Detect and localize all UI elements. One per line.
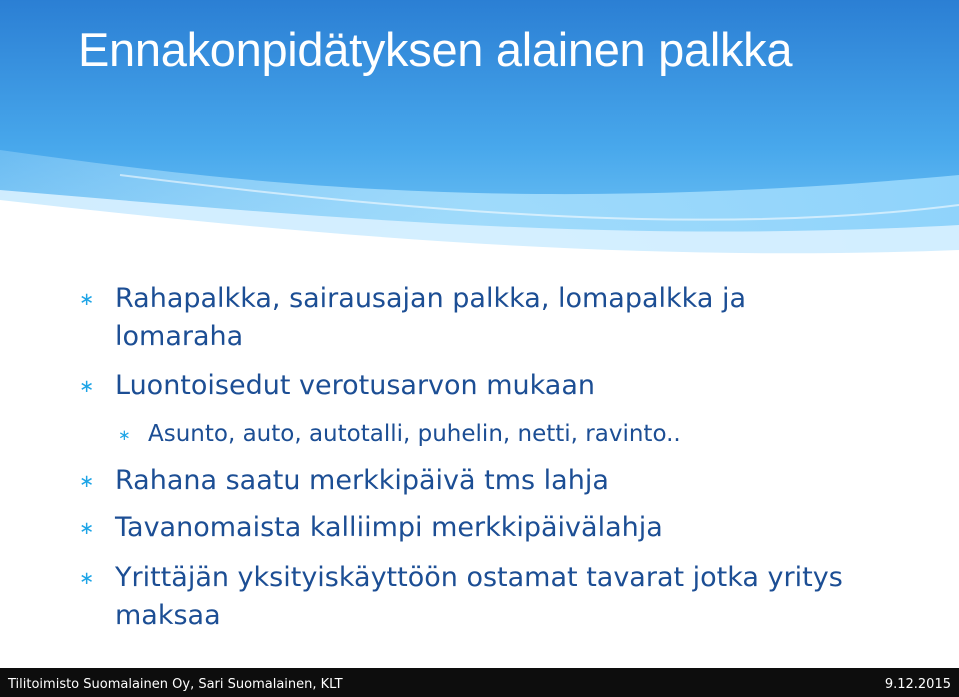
bullet-text-line-2: maksaa	[115, 600, 221, 631]
bullet-mark: ∗	[79, 376, 95, 397]
sub-bullet-item	[118, 421, 681, 447]
bullet-text: Rahana saatu merkkipäivä tms lahja	[115, 465, 609, 496]
bullet-text-line-1: Rahapalkka, sairausajan palkka, lomapalkka ja	[115, 283, 747, 314]
bullet-text: Tavanomaista kalliimpi merkkipäivälahja	[115, 512, 663, 543]
footer-bar	[0, 668, 959, 697]
bullet-text-line-2: lomaraha	[115, 321, 244, 352]
sub-bullet-text: Asunto, auto, autotalli, puhelin, netti, ravinto..	[148, 421, 681, 447]
footer-author: Tilitoimisto Suomalainen Oy, Sari Suomalainen, KLT	[8, 677, 343, 692]
sub-bullet-mark: ∗	[118, 426, 131, 444]
footer-date: 9.12.2015	[884, 677, 951, 692]
bullet-item-4	[79, 512, 663, 543]
slide-title: Ennakonpidätyksen alainen palkka	[78, 23, 793, 76]
bullet-text: Luontoisedut verotusarvon mukaan	[115, 370, 596, 401]
bullet-item-1	[79, 283, 747, 352]
bullet-mark: ∗	[79, 568, 95, 589]
bullet-mark: ∗	[79, 289, 95, 310]
bullet-item-5	[79, 562, 843, 631]
bullet-mark: ∗	[79, 471, 95, 492]
bullet-item-2	[79, 370, 596, 401]
bullet-text-line-1: Yrittäjän yksityiskäyttöön ostamat tavarat jotka yritys	[115, 562, 843, 593]
bullet-mark: ∗	[79, 518, 95, 539]
bullet-item-3	[79, 465, 609, 496]
